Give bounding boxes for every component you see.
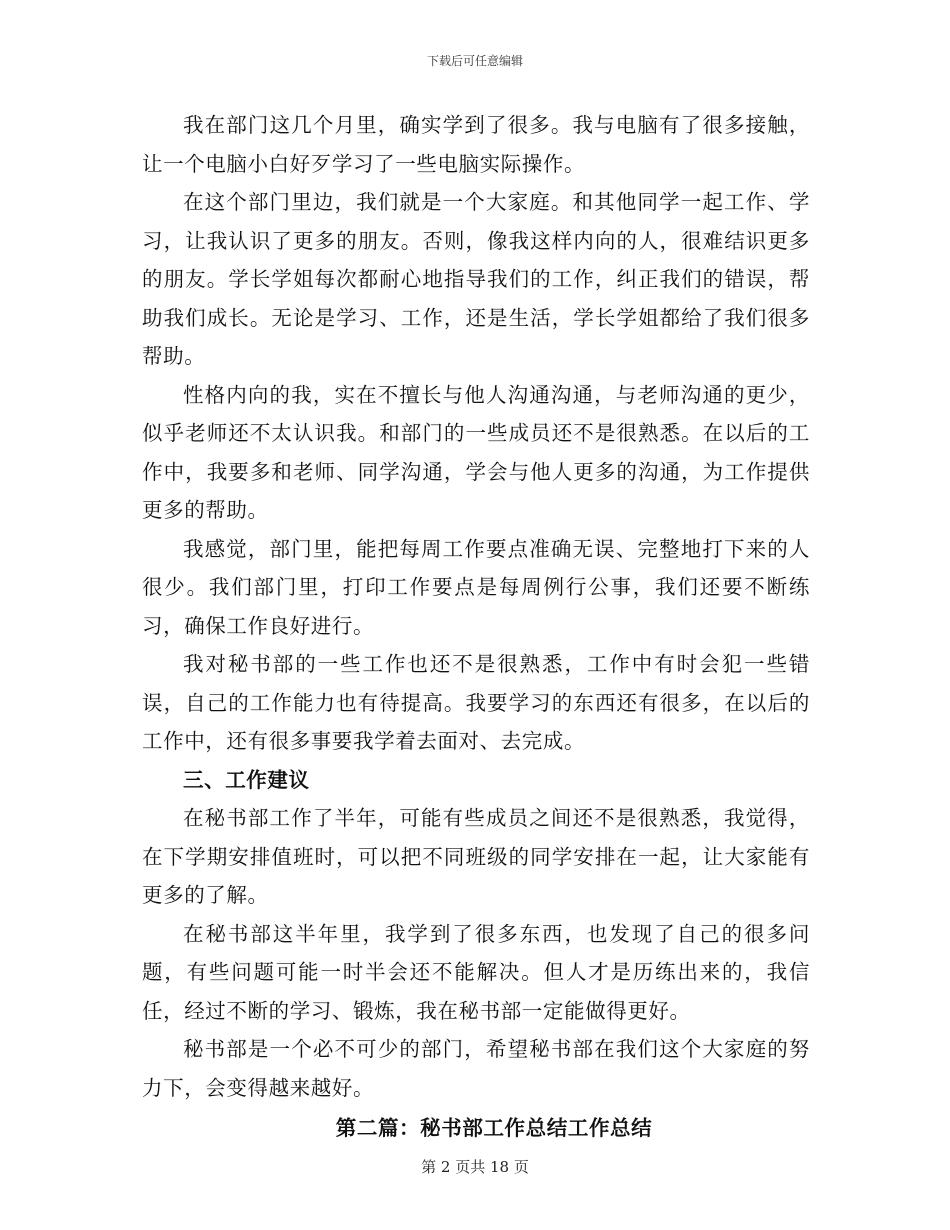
- body-paragraph-4: 我感觉，部门里，能把每周工作要点准确无误、完整地打下来的人很少。我们部门里，打印工作要点是每周例行公事，我们还要不断练习，确保工作良好进行。: [142, 536, 810, 638]
- body-paragraph-5: 我对秘书部的一些工作也还不是很熟悉，工作中有时会犯一些错误，自己的工作能力也有待提高。我要学习的东西还有很多，在以后的工作中，还有很多事要我学着去面对、去完成。: [142, 652, 810, 753]
- section-paragraph-3: 秘书部是一个必不可少的部门，希望秘书部在我们这个大家庭的努力下，会变得越来越好。: [142, 1037, 810, 1100]
- body-paragraph-1: 我在部门这几个月里，确实学到了很多。我与电脑有了很多接触，让一个电脑小白好歹学习了一些电脑实际操作。: [142, 113, 810, 176]
- section-heading: 三、工作建议: [183, 767, 310, 792]
- chapter-title: 第二篇：秘书部工作总结工作总结: [335, 1116, 653, 1140]
- section-paragraph-2: 在秘书部这半年里，我学到了很多东西，也发现了自己的很多问题，有些问题可能一时半会还不能解决。但人才是历练出来的，我信任，经过不断的学习、锻炼，我在秘书部一定能做得更好。: [142, 921, 810, 1023]
- page-footer: 第 2 页共 18 页: [421, 1158, 529, 1176]
- body-paragraph-3: 性格内向的我，实在不擅长与他人沟通沟通，与老师沟通的更少，似乎老师还不太认识我。和部门的一些成员还不是很熟悉。在以后的工作中，我要多和老师、同学沟通，学会与他人更多的沟通，为工作提供更多的帮助。: [142, 382, 810, 522]
- section-paragraph-1: 在秘书部工作了半年，可能有些成员之间还不是很熟悉，我觉得，在下学期安排值班时，可以把不同班级的同学安排在一起，让大家能有更多的了解。: [142, 806, 810, 907]
- document-body: [142, 106, 810, 1148]
- page-header: 下载后可任意编辑: [426, 54, 523, 68]
- body-paragraph-2: 在这个部门里边，我们就是一个大家庭。和其他同学一起工作、学习，让我认识了更多的朋友。否则，像我这样内向的人，很难结识更多的朋友。学长学姐每次都耐心地指导我们的工作，纠正我们的错误，帮助我们成长。无论是学习、工作，还是生活，学长学姐都给了我们很多帮助。: [142, 190, 810, 368]
